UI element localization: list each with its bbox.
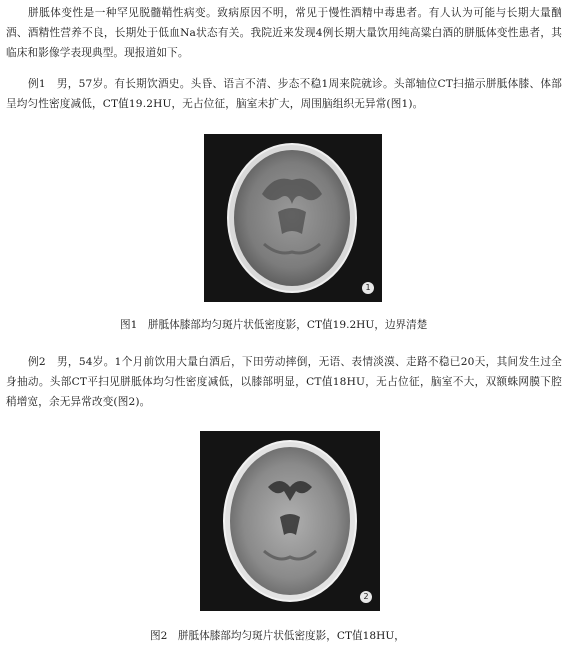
ct-scan-image-1 bbox=[204, 134, 382, 302]
figure-number-mark: 2 bbox=[360, 591, 372, 603]
case1-paragraph: 例1 男，57岁。有长期饮酒史。头昏、语言不清、步态不稳1周来院就诊。头部轴位CT扫描示胼胝体膝、体部呈均匀性密度减低，CT值19.2HU，无占位征，脑室未扩大，周围脑组织无异常(图1)。 bbox=[6, 78, 562, 110]
intro-paragraph: 胼胝体变性是一种罕见脱髓鞘性病变。致病原因不明，常见于慢性酒精中毒患者。有人认为可能与长期大量酗酒、酒精性营养不良，长期处于低血Na状态有关。我院近来发现4例长期大量饮用纯高粱白酒的胼胝体变性患者，其临床和影像学表现典型。现报道如下。 bbox=[6, 7, 562, 59]
figure-2-caption: 图2 胼胝体膝部均匀斑片状低密度影，CT值18HU， bbox=[150, 630, 405, 642]
figure-1-caption: 图1 胼胝体膝部均匀斑片状低密度影，CT值19.2HU，边界清楚 bbox=[120, 319, 428, 331]
case2-paragraph: 例2 男，54岁。1个月前饮用大量白酒后，下田劳动摔倒，无语、表情淡漠、走路不稳已20天，其间发生过全身抽动。头部CT平扫见胼胝体均匀性密度减低，以膝部明显，CT值18HU，无占位征，脑室不大，双额蛛网膜下腔稍增宽，余无异常改变(图2)。 bbox=[6, 356, 562, 408]
ct-scan-image-2 bbox=[200, 431, 380, 611]
ct-scan-graphic-1 bbox=[204, 134, 382, 302]
figure-number-mark: 1 bbox=[362, 282, 374, 294]
ct-scan-graphic-2 bbox=[200, 431, 380, 611]
